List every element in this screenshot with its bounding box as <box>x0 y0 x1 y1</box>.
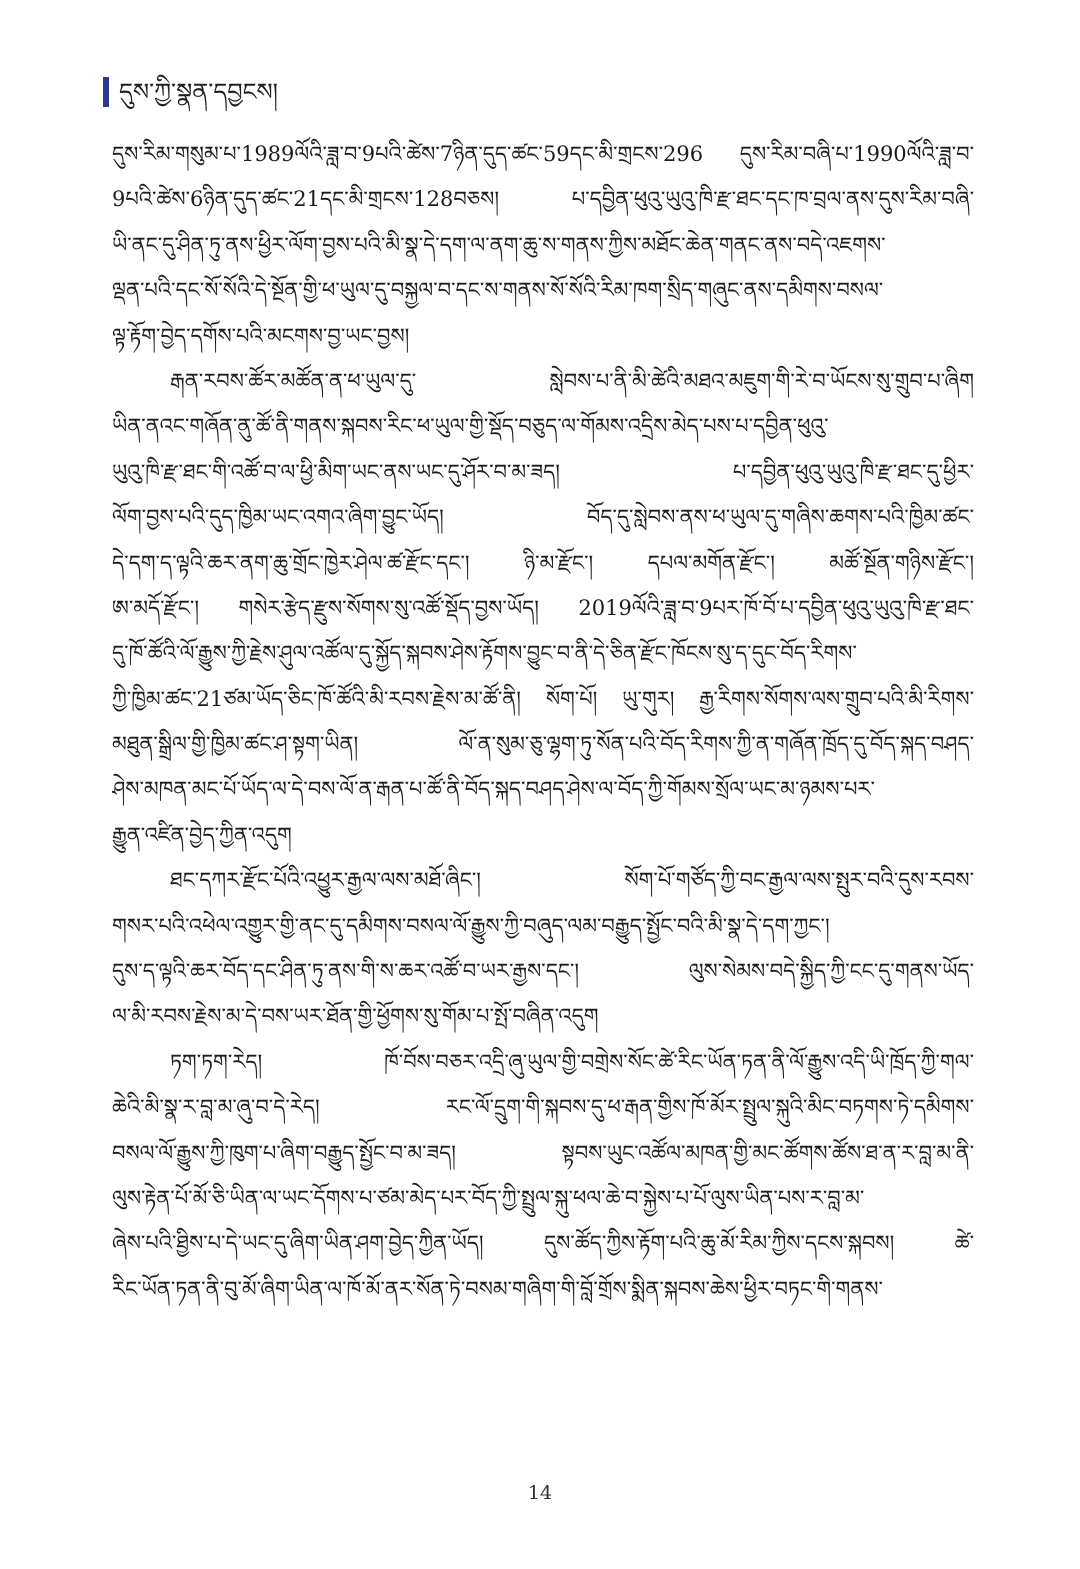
text-line: 9པའི་ཚེས་6ཉིན་དུད་ཚང་21དང་མི་གྲངས་128བཅས། པ་དབྱིན་ཕུའུ་ཡུའུ་ཁི་རྫ་ཐང་དང་ཁ་བྲལ་ནས་དུས་རིམ་བཞི་ <box>112 187 974 212</box>
text-line: ལ་མི་རབས་རྗེས་མ་དེ་བས་ཡར་ཐོན་གྱི་ཕྱོགས་སུ་གོམ་པ་སྤོ་བཞིན་འདུག <box>112 1004 599 1029</box>
text-line: ཤེས་མཁན་མང་པོ་ཡོད་ལ་དེ་བས་ལོ་ན་རྒན་པ་ཚོ་ནི་བོད་སྐད་བཤད་ཤེས་ལ་བོད་ཀྱི་གོམས་སྲོལ་ཡང་མ་ཉམས་པར་ <box>112 777 875 802</box>
text-line: དེ་དག་ད་ལྟའི་ཆར་ནག་ཆུ་གྲོང་ཁྱེར་ཤེལ་ཚ་རྫོང་དང་། ཉི་མ་རྫོང་། དཔལ་མགོན་རྫོང་། མཚོ་སྔོན་གཉིས་རྫོང་། <box>112 550 974 575</box>
text-line: དུས་ད་ལྟའི་ཆར་བོད་དང་ཤིན་ཏུ་ནས་གི་ས་ཆར་འཚོ་བ་ཡར་རྒྱས་དང་། ལུས་སེམས་བདེ་སྐྱིད་ཀྱི་ངང་དུ་གནས་ཡོད་ <box>112 959 974 984</box>
paragraph-2 <box>112 359 974 858</box>
text-line: རིང་ཡོན་ཏན་ནི་བུ་མོ་ཞིག་ཡིན་ལ་ཁོ་མོ་ནར་སོན་ཏེ་བསམ་གཞིག་གི་བློ་གྲོས་སྨིན་སྐབས་ཆེས་ཕྱིར་བཏང་གི་གནས་ <box>112 1276 883 1301</box>
text-line: ཨ་མདོ་རྫོང་། གསེར་རྩེད་རྫུས་སོགས་སུ་འཚོ་སྡོད་བྱས་ཡོད། 2019ལོའི་ཟླ་བ་9པར་ཁོ་བོ་པ་དབྱིན་ཕུའུ་ཡུའུ་ཁི་རྫ་ཐང་ <box>112 595 974 620</box>
text-line: ལྡན་པའི་དང་སོ་སོའི་དེ་སྔོན་གྱི་ཕ་ཡུལ་དུ་བསྐྱལ་བ་དང་ས་གནས་སོ་སོའི་རིམ་ཁག་སྲིད་གཞུང་ནས་དམིགས་བསལ་ <box>112 278 884 303</box>
paragraph-3 <box>112 858 974 1040</box>
paragraph-4 <box>112 1040 974 1312</box>
text-line: བསལ་ལོ་རྒྱུས་ཀྱི་ཁུག་པ་ཞིག་བརྒྱུད་སྤྱོང་བ་མ་ཟད། སྟབས་ཡུང་འཚོལ་མཁན་གྱི་མང་ཚོགས་ཚོས་ཐ་ན་ར་བླ་མ་ནི་ <box>112 1140 974 1165</box>
text-line: ལོག་བྱས་པའི་དུད་ཁྱིམ་ཡང་འགའ་ཞིག་བྱུང་ཡོད། བོད་དུ་སླེབས་ནས་ཕ་ཡུལ་དུ་གཞིས་ཆགས་པའི་ཁྱིམ་ཚང་ <box>112 505 974 530</box>
text-line: མཐུན་སྒྲིལ་གྱི་ཁྱིམ་ཚང་ཤ་སྟག་ཡིན། ལོ་ན་སུམ་ཅུ་ལྷག་ཏུ་སོན་པའི་བོད་རིགས་ཀྱི་ན་གཞོན་ཁྲོད་དུ་བོད་སྐད་བཤད་ <box>112 732 974 757</box>
text-line: ཐང་དཀར་རྫོང་པོའི་འཕྱུར་རྒྱལ་ལས་མཐོ་ཞིང་། སོག་པོ་གཙོད་ཀྱི་བང་རྒྱལ་ལས་སྤུར་བའི་དུས་རབས་ <box>170 868 974 893</box>
body-text <box>112 132 974 1312</box>
heading-accent-bar <box>103 77 109 107</box>
heading-text: དུས་ཀྱི་སྣན་དབྱངས། <box>119 78 278 106</box>
text-line: ཡུའུ་ཁི་རྫ་ཐང་གི་འཚོ་བ་ལ་ཕྱི་མིག་ཡང་ནས་ཡང་དུ་ཤོར་བ་མ་ཟད། པ་དབྱིན་ཕུའུ་ཡུའུ་ཁི་རྫ་ཐང་དུ་ཕྱིར་ <box>112 459 974 484</box>
text-line: རྒྱུན་འཛིན་བྱེད་ཀྱིན་འདུག <box>112 822 292 847</box>
page-number: 14 <box>527 1482 553 1504</box>
text-line: ཡིན་ནའང་གཞོན་ནུ་ཚོ་ནི་གནས་སྐབས་རིང་ཕ་ཡུལ་གྱི་སྡོད་བཅུད་ལ་གོམས་འདྲིས་མེད་པས་པ་དབྱིན་ཕུའུ་ <box>112 414 829 439</box>
section-heading <box>103 74 278 110</box>
text-line: དུ་ཁོ་ཚོའི་ལོ་རྒྱུས་ཀྱི་རྗེས་ཤུལ་འཚོལ་དུ་སྐྱོད་སྐབས་ཤེས་རྟོགས་བྱུང་བ་ནི་དེ་ཅིན་རྫོང་ཁོངས་སུ་ད་དུང་བོད་རིགས་ <box>112 641 857 666</box>
text-line: ཡི་ནང་དུ་ཤིན་ཏུ་ནས་ཕྱིར་ལོག་བྱས་པའི་མི་སྣ་དེ་དག་ལ་ནག་ཆུ་ས་གནས་ཀྱིས་མཐོང་ཆེན་གནང་ནས་བདེ་འཇགས་ <box>112 232 886 257</box>
text-line: ཆེའི་མི་སྣ་ར་བླ་མ་ཞུ་བ་དེ་རེད། རང་ལོ་དྲུག་གི་སྐབས་དུ་ཕ་རྒན་གྱིས་ཁོ་མོར་སྤྲུལ་སྐུའི་མིང་བཏགས་ཏེ་དམིགས་ <box>112 1095 974 1120</box>
paragraph-1 <box>112 132 974 359</box>
text-line: དུས་རིམ་གསུམ་པ་1989ལོའི་ཟླ་བ་9པའི་ཚེས་7ཉིན་དུད་ཚང་59དང་མི་གྲངས་296 དུས་རིམ་བཞི་པ་1990ལོའི་ཟླ་བ་ <box>112 142 974 166</box>
text-line: ཞེས་པའི་ཐྱིས་པ་དེ་ཡང་དུ་ཞིག་ཡིན་ཤག་བྱེད་ཀྱིན་ཡོད། དུས་ཚོད་ཀྱིས་རྟོག་པའི་ཆུ་མོ་རིམ་ཀྱིས་དངས་སྐབས། ཚེ་ <box>112 1231 974 1256</box>
text-line: ལུས་རྟེན་པོ་མོ་ཅི་ཡིན་ལ་ཡང་དོགས་པ་ཙམ་མེད་པར་བོད་ཀྱི་སྤྲུལ་སྐུ་ཕལ་ཆེ་བ་སྐྱེས་པ་པོ་ལུས་ཡིན་པས་ར་བླ་མ་ <box>112 1185 865 1210</box>
text-line: ཀྱི་ཁྱིམ་ཚང་21ཙམ་ཡོད་ཅིང་ཁོ་ཚོའི་མི་རབས་རྗེས་མ་ཚོ་ནི། སོག་པོ། ཡུ་གུར། རྒྱ་རིགས་སོགས་ལས་གྲུབ་པའི་མི་རིགས་ <box>112 686 974 711</box>
text-line: ལྟ་རྟོག་བྱེད་དགོས་པའི་མངགས་བྱ་ཡང་བྱས། <box>112 323 410 348</box>
text-line: ཏག་ཏག་རེད། ཁོ་བོས་བཅར་འདྲི་ཞུ་ཡུལ་གྱི་བགྲེས་སོང་ཚེ་རིང་ཡོན་ཏན་ནི་ལོ་རྒྱུས་འདི་ཡི་ཁྲོད་ཀྱི་གལ་ <box>170 1049 974 1074</box>
text-line: གསར་པའི་འཕེལ་འགྱུར་གྱི་ནང་དུ་དམིགས་བསལ་ལོ་རྒྱུས་ཀྱི་བཞུད་ལམ་བརྒྱུད་སྤྱོང་བའི་མི་སྣ་དེ་དག་ཀྱང་། <box>112 913 830 938</box>
text-line: རྒན་རབས་ཚོར་མཚོན་ན་ཕ་ཡུལ་དུ་ སླེབས་པ་ནི་མི་ཚེའི་མཐའ་མཇུག་གི་རེ་བ་ཡོངས་སུ་གྲུབ་པ་ཞིག <box>170 368 974 393</box>
